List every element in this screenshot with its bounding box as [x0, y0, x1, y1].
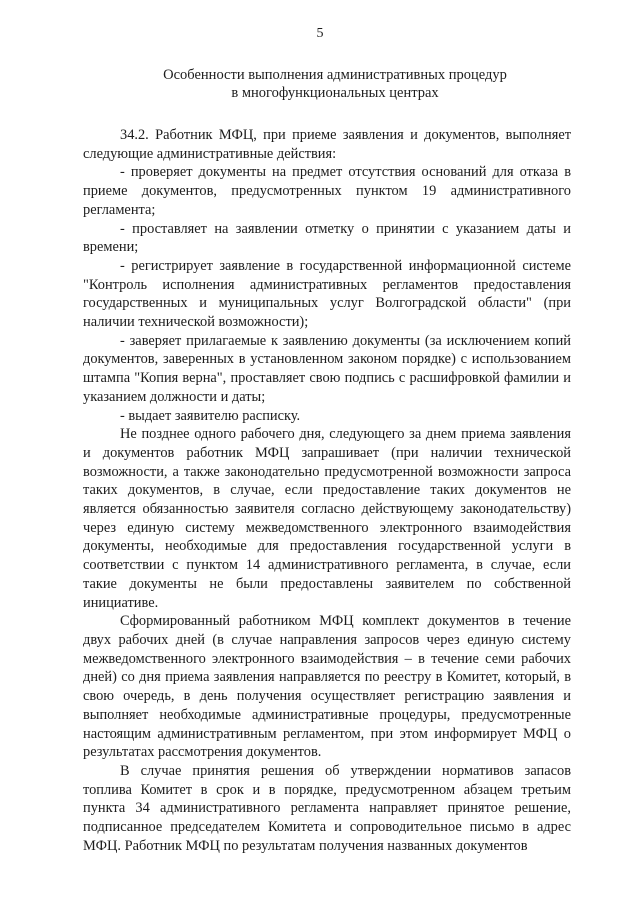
- list-item-register-application: - регистрирует заявление в государственной информационной системе "Контроль исполнения административных регламентов предоставления государственных и муниципальных услуг Волгоградской области" (при наличии технической возможности);: [83, 257, 571, 331]
- paragraph-document-package: Сформированный работником МФЦ комплект документов в течение двух рабочих дней (в случае направления запросов через единую систему межведомственного электронного взаимодействия – в течение семи рабочих дней) со дня приема заявления направляется по реестру в Комитет, который, в свою очередь, в день получения осуществляет регистрацию заявления и выполняет необходимые административные процедуры, предусмотренные настоящим административным регламентом, при этом информирует МФЦ о результатах рассмотрения документов.: [83, 613, 571, 761]
- list-item-check-documents: - проверяет документы на предмет отсутствия оснований для отказа в приеме документов, предусмотренных пунктом 19 административного регламента;: [83, 164, 571, 218]
- section-heading: [100, 66, 570, 102]
- paragraph-decision: В случае принятия решения об утверждении нормативов запасов топлива Комитет в срок и в порядке, предусмотренном абзацем третьим пункта 34 административного регламента направляет принятое решение, подписанное председателем Комитета и сопроводительное письмо в адрес МФЦ. Работник МФЦ по результатам получения названных документов: [83, 762, 571, 854]
- list-item-mark-acceptance: - проставляет на заявлении отметку о принятии с указанием даты и времени;: [83, 220, 571, 256]
- list-item-issue-receipt: - выдает заявителю расписку.: [120, 407, 301, 424]
- list-item-certify-copies: - заверяет прилагаемые к заявлению документы (за исключением копий документов, заверенных в установленном законом порядке) с использованием штампа "Копия верна", проставляет свою подпись с расшифровкой фамилии и указанием должности и даты;: [83, 332, 571, 405]
- document-body: [83, 126, 571, 855]
- paragraph-34-2: 34.2. Работник МФЦ, при приеме заявления и документов, выполняет следующие административные действия:: [83, 127, 571, 162]
- section-heading-line-1: Особенности выполнения административных процедур: [163, 67, 507, 83]
- page-number: 5: [316, 26, 324, 41]
- paragraph-interagency-request: Не позднее одного рабочего дня, следующего за днем приема заявления и документов работник МФЦ запрашивает (при наличии технической возможности, а также законодательно предусмотренной возможности запроса таких документов, в случае, если предоставление таких документов не является обязанностью заявителя согласно действующему законодательству) через единую систему межведомственного электронного взаимодействия документы, необходимые для предоставления государственной услуги в соответствии с пунктом 14 административного регламента, в случае, если такие документы не были предоставлены заявителем по собственной инициативе.: [83, 426, 571, 611]
- section-heading-line-2: в многофункциональных центрах: [231, 85, 439, 101]
